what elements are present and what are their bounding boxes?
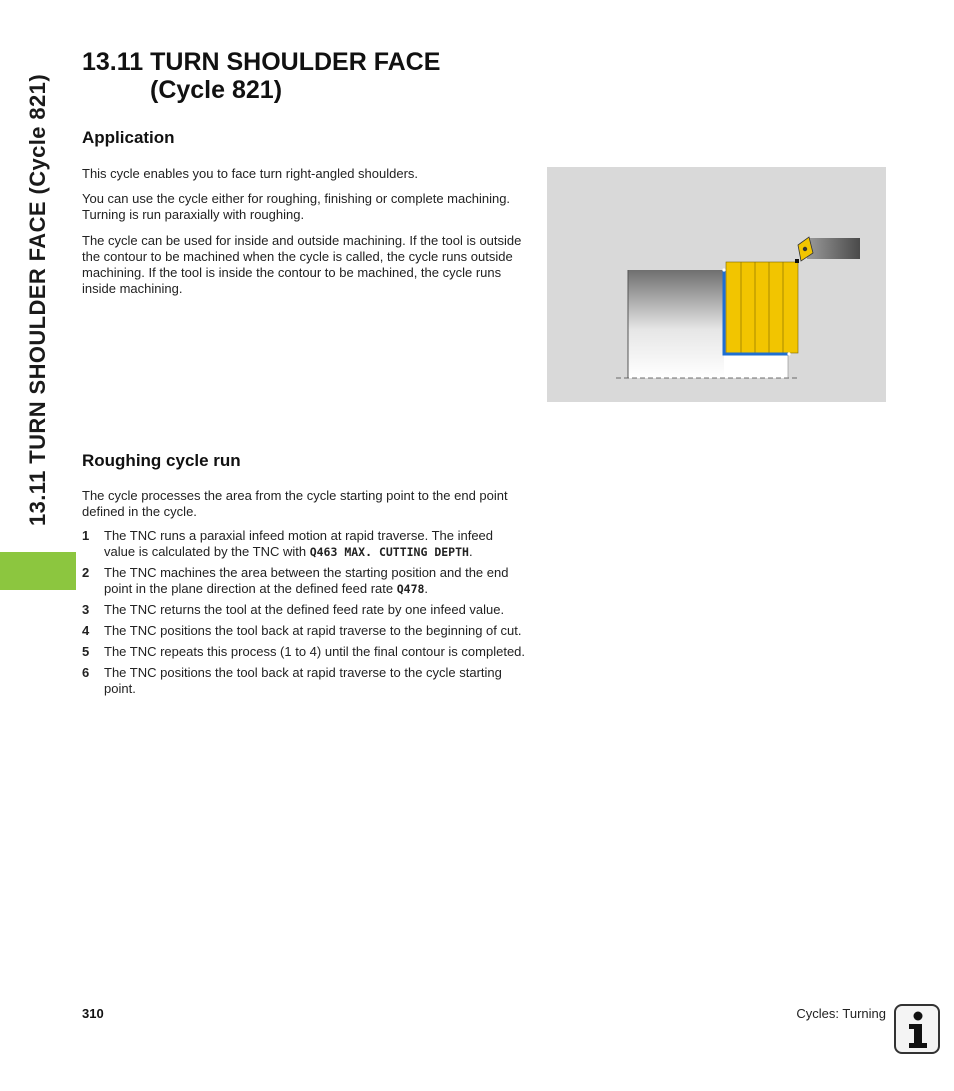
workpiece-step [724, 355, 788, 378]
workpiece-shape [628, 270, 724, 378]
contour-start-point [722, 268, 725, 271]
cut-area [726, 262, 798, 353]
step-text: The TNC repeats this process (1 to 4) until the final contour is completed. [104, 644, 526, 659]
step-number: 4 [82, 623, 90, 638]
list-item [82, 565, 527, 597]
info-icon-glyph [896, 1006, 938, 1052]
step-text: The TNC positions the tool back at rapid traverse to the beginning of cut. [104, 623, 522, 638]
application-paragraph-2: You can use the cycle either for roughing, finishing or complete machining. Turning is run paraxially with roughing. [82, 191, 511, 222]
side-chapter-title [0, 40, 76, 560]
step-number: 3 [82, 602, 90, 617]
step-text: The TNC runs a paraxial infeed motion at rapid traverse. The infeed value is calculated by the TNC with Q463 MAX. CUTTING DEPTH. [104, 528, 494, 559]
roughing-steps-list [82, 528, 527, 702]
list-item [82, 602, 527, 618]
parameter-code: Q478 [396, 582, 425, 596]
step-text: The TNC positions the tool back at rapid traverse to the cycle starting point. [104, 665, 502, 696]
list-item [82, 623, 527, 639]
list-item [82, 644, 527, 660]
step-number: 5 [82, 644, 90, 659]
roughing-intro: The cycle processes the area from the cycle starting point to the end point defined in the cycle. [82, 488, 508, 519]
application-paragraph-1: This cycle enables you to face turn right-angled shoulders. [82, 166, 419, 181]
shoulder-face-illustration [547, 167, 886, 402]
page-number: 310 [82, 1006, 104, 1021]
chapter-tab-marker [0, 552, 76, 590]
step-text: The TNC machines the area between the starting position and the end point in the plane direction at the defined feed rate Q478. [104, 565, 509, 596]
step-number: 6 [82, 665, 90, 680]
page-title [82, 48, 440, 104]
page-title-line1: 13.11 TURN SHOULDER FACE [82, 48, 441, 76]
roughing-heading: Roughing cycle run [82, 451, 241, 470]
step-text: The TNC returns the tool at the defined feed rate by one infeed value. [104, 602, 505, 617]
tool-insert-hole [803, 247, 807, 251]
footer-section-title: Cycles: Turning [796, 1006, 886, 1021]
info-icon [894, 1004, 940, 1054]
parameter-code: Q463 MAX. CUTTING DEPTH [309, 545, 469, 559]
tool-holder [807, 238, 860, 259]
application-paragraph-3: The cycle can be used for inside and outside machining. If the tool is outside the contour to be machined when the cycle is called, the cycle runs outside machining. If the tool is inside the contour to be machined, the cycle runs inside machining. [82, 233, 522, 296]
application-heading: Application [82, 128, 175, 147]
tool-tip-point [795, 259, 799, 263]
step-number: 1 [82, 528, 90, 543]
list-item [82, 528, 527, 560]
page-title-line2: (Cycle 821) [150, 76, 283, 104]
illustration-svg [547, 167, 886, 402]
step-number: 2 [82, 565, 90, 580]
side-chapter-title-text: 13.11 TURN SHOULDER FACE (Cycle 821) [25, 73, 50, 527]
list-item [82, 665, 527, 697]
